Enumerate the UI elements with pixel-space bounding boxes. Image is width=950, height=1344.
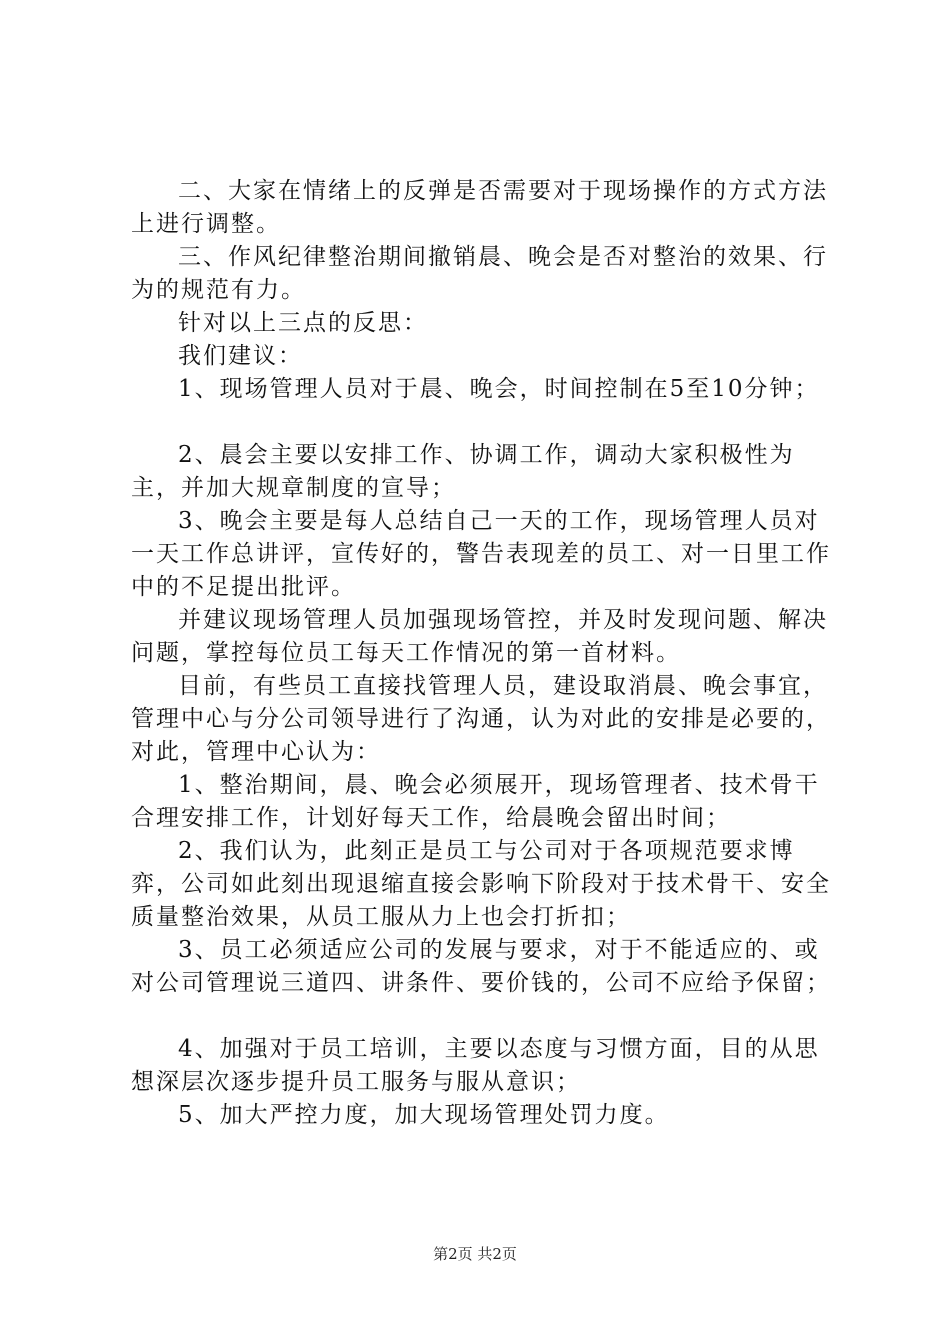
- paragraph-reflection-heading: 针对以上三点的反思：: [178, 310, 428, 336]
- paragraph-spacer: [131, 1000, 831, 1033]
- paragraph-center-view-2: 2、我们认为，此刻正是员工与公司对于各项规范要求博弈，公司如此刻出现退缩直接会影响下阶段对于技术骨干、安全质量整治效果，从员工服从力上也会打折扣；: [131, 838, 831, 930]
- document-body: [131, 175, 831, 1132]
- paragraph-center-view-1: 1、整治期间，晨、晚会必须展开，现场管理者、技术骨干合理安排工作，计划好每天工作，给晨晚会留出时间；: [131, 772, 820, 831]
- paragraph-suggestion-3: 3、晚会主要是每人总结自己一天的工作，现场管理人员对一天工作总讲评，宣传好的，警告表现差的员工、对一日里工作中的不足提出批评。: [131, 508, 831, 600]
- paragraph-center-view-5: 5、加大严控力度，加大现场管理处罚力度。: [178, 1102, 670, 1128]
- paragraph-suggestion-heading: 我们建议：: [178, 343, 303, 369]
- page-number-footer: 第2页 共2页: [433, 1245, 517, 1263]
- paragraph-suggestion-1: 1、现场管理人员对于晨、晚会，时间控制在5至10分钟；: [178, 376, 820, 402]
- paragraph-center-view-3: 3、员工必须适应公司的发展与要求，对于不能适应的、或对公司管理说三道四、讲条件、要价钱的，公司不应给予保留；: [131, 937, 831, 996]
- paragraph-point-three: 三、作风纪律整治期间撤销晨、晚会是否对整治的效果、行为的规范有力。: [131, 244, 828, 303]
- paragraph-spacer: [131, 406, 831, 439]
- paragraph-suggestion-2: 2、晨会主要以安排工作、协调工作，调动大家积极性为主，并加大规章制度的宣导；: [131, 442, 795, 501]
- paragraph-center-view-4: 4、加强对于员工培训，主要以态度与习惯方面，目的从思想深层次逐步提升员工服务与服从意识；: [131, 1036, 820, 1095]
- paragraph-point-two: 二、大家在情绪上的反弹是否需要对于现场操作的方式方法上进行调整。: [131, 178, 828, 237]
- paragraph-suggestion-extra: 并建议现场管理人员加强现场管控，并及时发现问题、解决问题，掌控每位员工每天工作情况的第一首材料。: [131, 607, 828, 666]
- paragraph-current-status: 目前，有些员工直接找管理人员，建设取消晨、晚会事宜，管理中心与分公司领导进行了沟通，认为对此的安排是必要的，对此，管理中心认为：: [131, 673, 831, 765]
